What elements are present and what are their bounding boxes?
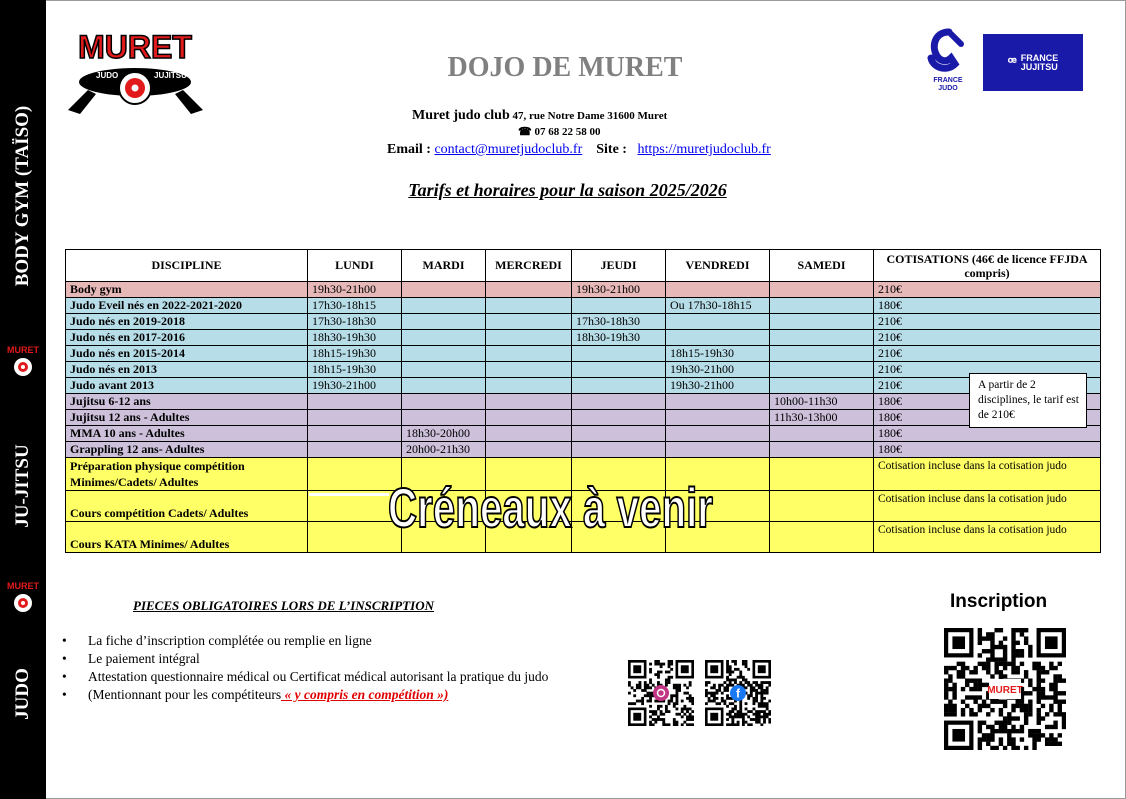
schedule-cell (308, 426, 402, 442)
schedule-cell: 18h15-19h30 (308, 362, 402, 378)
schedule-cell (486, 282, 572, 298)
schedule-cell (770, 298, 874, 314)
schedule-cell (402, 410, 486, 426)
schedule-cell (402, 378, 486, 394)
cotisation-cell: 210€ (874, 330, 1101, 346)
season-subtitle: Tarifs et horaires pour la saison 2025/2026 (408, 180, 727, 200)
schedule-cell (486, 394, 572, 410)
schedule-cell (402, 314, 486, 330)
discipline-cell: Jujitsu 12 ans - Adultes (66, 410, 308, 426)
schedule-cell (770, 362, 874, 378)
schedule-cell (770, 282, 874, 298)
discipline-cell: Judo avant 2013 (66, 378, 308, 394)
discipline-cell: Jujitsu 6-12 ans (66, 394, 308, 410)
table-row (66, 330, 1101, 346)
svg-text:MURET: MURET (7, 345, 39, 355)
schedule-cell (572, 346, 666, 362)
cotisation-cell: Cotisation incluse dans la cotisation judo (874, 491, 1101, 522)
cotisation-cell: 210€ (874, 362, 1101, 378)
sidebar-label-judo: JUDO (12, 668, 33, 720)
table-row (66, 442, 1101, 458)
svg-text:f: f (736, 686, 740, 701)
discipline-cell: Judo nés en 2013 (66, 362, 308, 378)
phone-icon: ☎ (518, 126, 532, 138)
schedule-cell (486, 410, 572, 426)
page-title: DOJO DE MURET (447, 52, 683, 83)
schedule-cell: 19h30-21h00 (308, 282, 402, 298)
france-jujitsu-logo (983, 34, 1083, 91)
muret-logo-icon: MURET (987, 685, 1023, 696)
multi-discipline-note: A partir de 2 disciplines, le tarif est de 210€ (969, 373, 1087, 428)
list-item: • Le paiement intégral (62, 650, 548, 668)
discipline-cell: Body gym (66, 282, 308, 298)
schedule-cell (572, 378, 666, 394)
sidebar (0, 0, 46, 799)
schedule-cell (486, 346, 572, 362)
schedule-cell: 18h15-19h30 (308, 346, 402, 362)
schedule-cell (770, 330, 874, 346)
schedule-cell (666, 410, 770, 426)
schedule-cell (666, 426, 770, 442)
facebook-qr-code-icon[interactable] (705, 660, 771, 726)
schedule-cell (572, 410, 666, 426)
schedule-cell (402, 362, 486, 378)
schedule-cell: 19h30-21h00 (666, 362, 770, 378)
schedule-cell: 18h30-19h30 (308, 330, 402, 346)
schedule-cell (666, 442, 770, 458)
schedule-cell (770, 491, 874, 522)
header-mercredi: MERCREDI (486, 250, 572, 282)
discipline-cell: Préparation physique compétition Minimes/Cadets/ Adultes (66, 458, 308, 491)
club-address (412, 108, 667, 124)
table-row (66, 298, 1101, 314)
schedule-cell (770, 346, 874, 362)
schedule-cell (666, 314, 770, 330)
schedule-cell (666, 394, 770, 410)
muret-judo-logo-icon (58, 30, 213, 115)
contact-line (387, 142, 771, 158)
schedule-cell: 18h15-19h30 (666, 346, 770, 362)
required-documents-list (62, 632, 548, 704)
schedule-cell (486, 426, 572, 442)
schedule-cell (666, 282, 770, 298)
schedule-cell: 19h30-21h00 (666, 378, 770, 394)
schedule-cell: 18h30-19h30 (572, 330, 666, 346)
table-row (66, 346, 1101, 362)
france-judo-logo-icon (925, 28, 971, 94)
fjj-line1: FRANCE (1020, 52, 1059, 63)
header-cotisations: COTISATIONS (46€ de licence FFJDA compris) (874, 250, 1101, 282)
header-samedi: SAMEDI (770, 250, 874, 282)
schedule-cell (770, 522, 874, 553)
cotisation-cell: 180€ (874, 442, 1101, 458)
cotisation-cell: 180€ (874, 298, 1101, 314)
discipline-cell: Judo nés en 2017-2016 (66, 330, 308, 346)
header-mardi: MARDI (402, 250, 486, 282)
site-label: Site : (596, 142, 631, 157)
cotisation-cell: 180€ (874, 410, 1101, 426)
schedule-cell (572, 442, 666, 458)
table-row (66, 282, 1101, 298)
muret-logo-small-icon (7, 575, 39, 619)
svg-text:JUDO: JUDO (96, 71, 119, 80)
svg-text:JUJITSU: JUJITSU (154, 71, 187, 80)
schedule-cell (770, 458, 874, 491)
club-phone (518, 125, 600, 138)
schedule-cell: Ou 17h30-18h15 (666, 298, 770, 314)
table-row (66, 426, 1101, 442)
schedule-cell (666, 330, 770, 346)
schedule-cell (486, 442, 572, 458)
schedule-cell: 10h00-11h30 (770, 394, 874, 410)
schedule-cell (308, 394, 402, 410)
france-jujitsu-text (1021, 54, 1059, 72)
cotisation-cell: 210€ (874, 314, 1101, 330)
svg-text:MURET: MURET (7, 581, 39, 591)
schedule-cell (770, 378, 874, 394)
cotisation-cell: Cotisation incluse dans la cotisation judo (874, 458, 1101, 491)
schedule-cell (486, 298, 572, 314)
schedule-cell: 19h30-21h00 (572, 282, 666, 298)
discipline-cell: Judo nés en 2019-2018 (66, 314, 308, 330)
club-name: Muret judo club (412, 108, 510, 123)
schedule-cell (402, 330, 486, 346)
schedule-cell (572, 426, 666, 442)
instagram-qr-code-icon[interactable] (628, 660, 694, 726)
cotisation-cell: 210€ (874, 378, 1101, 394)
list-item: • Attestation questionnaire médical ou Certificat médical autorisant la pratique du judo (62, 668, 548, 686)
header-jeudi: JEUDI (572, 250, 666, 282)
required-documents-title: PIECES OBLIGATOIRES LORS DE L’INSCRIPTION (133, 598, 435, 613)
cotisation-cell: 180€ (874, 394, 1101, 410)
table-row (66, 362, 1101, 378)
site-link[interactable]: https://muretjudoclub.fr (637, 142, 771, 157)
schedule-cell (572, 298, 666, 314)
email-label: Email : (387, 142, 435, 157)
inscription-label: Inscription (950, 591, 1048, 612)
schedule-cell (402, 298, 486, 314)
schedule-cell (486, 314, 572, 330)
list-item (62, 686, 548, 704)
competitor-note-emphasis: « y compris en compétition ») (281, 687, 449, 702)
discipline-cell: Cours compétition Cadets/ Adultes (66, 491, 308, 522)
schedule-cell (308, 442, 402, 458)
header-vendredi: VENDREDI (666, 250, 770, 282)
schedule-cell (402, 346, 486, 362)
email-link[interactable]: contact@muretjudoclub.fr (434, 142, 583, 157)
schedule-cell: 18h30-20h00 (402, 426, 486, 442)
discipline-cell: Cours KATA Minimes/ Adultes (66, 522, 308, 553)
schedule-cell (486, 378, 572, 394)
table-row (66, 378, 1101, 394)
schedule-cell: 19h30-21h00 (308, 378, 402, 394)
discipline-cell: Grappling 12 ans- Adultes (66, 442, 308, 458)
discipline-cell: MMA 10 ans - Adultes (66, 426, 308, 442)
sidebar-label-jujitsu: JU-JITSU (12, 444, 33, 528)
table-row (66, 410, 1101, 426)
phone-number: 07 68 22 58 00 (531, 126, 601, 138)
table-header-row (66, 250, 1101, 282)
header-divider (309, 493, 389, 496)
cotisation-cell: 180€ (874, 426, 1101, 442)
schedule-cell (402, 282, 486, 298)
schedule-cell (572, 394, 666, 410)
schedule-cell (770, 426, 874, 442)
svg-text:JUDO: JUDO (938, 85, 958, 92)
cotisation-cell: 210€ (874, 346, 1101, 362)
schedule-cell: 17h30-18h30 (308, 314, 402, 330)
schedule-cell (572, 362, 666, 378)
instagram-icon (653, 685, 669, 701)
header-lundi: LUNDI (308, 250, 402, 282)
svg-text:MURET: MURET (78, 30, 192, 65)
cotisation-cell: Cotisation incluse dans la cotisation judo (874, 522, 1101, 553)
list-item: • La fiche d’inscription complétée ou remplie en ligne (62, 632, 548, 650)
schedule-cell (402, 394, 486, 410)
jujitsu-symbol-icon: ꟹ (1007, 54, 1017, 70)
schedule-cell: 17h30-18h15 (308, 298, 402, 314)
header-discipline: DISCIPLINE (66, 250, 308, 282)
schedule-cell: 20h00-21h30 (402, 442, 486, 458)
schedule-cell: 11h30-13h00 (770, 410, 874, 426)
schedule-cell (308, 410, 402, 426)
schedule-cell (770, 442, 874, 458)
table-row (66, 394, 1101, 410)
inscription-qr-code-icon[interactable] (944, 628, 1066, 750)
cotisation-cell: 210€ (874, 282, 1101, 298)
discipline-cell: Judo Eveil nés en 2022-2021-2020 (66, 298, 308, 314)
table-row (66, 314, 1101, 330)
schedule-cell (770, 314, 874, 330)
upcoming-slots-banner: Créneaux à venir (388, 476, 713, 539)
club-street: 47, rue Notre Dame 31600 Muret (509, 110, 668, 122)
discipline-cell: Judo nés en 2015-2014 (66, 346, 308, 362)
sidebar-label-body-gym: BODY GYM (TAÏSO) (12, 105, 33, 287)
competitor-note: (Mentionnant pour les compétiteurs (88, 687, 282, 702)
muret-logo-small-icon (7, 339, 39, 383)
schedule-cell (486, 362, 572, 378)
schedule-cell: 17h30-18h30 (572, 314, 666, 330)
fjj-line2: JUJITSU (1020, 61, 1058, 72)
svg-text:FRANCE: FRANCE (933, 77, 963, 84)
schedule-cell (486, 330, 572, 346)
